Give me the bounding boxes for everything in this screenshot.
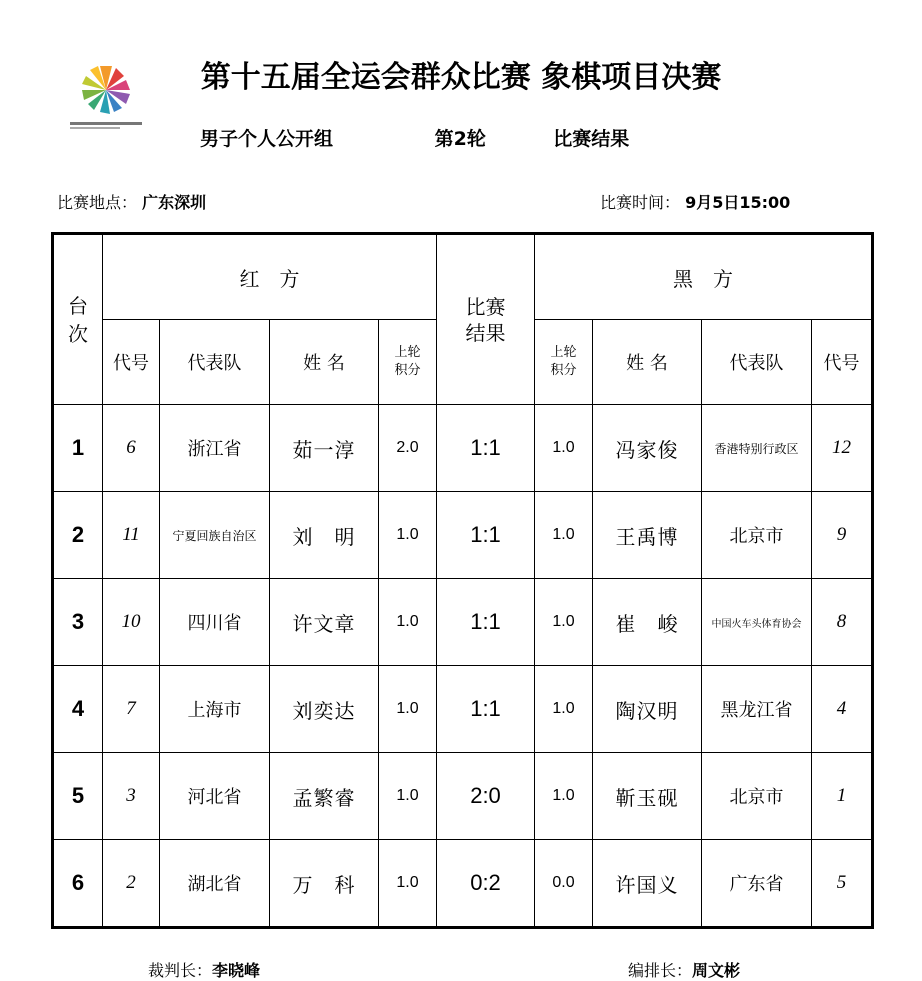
red-code: 11: [103, 492, 160, 579]
red-name: 许文章: [270, 579, 379, 666]
black-name: 许国义: [593, 840, 702, 928]
round-label: 第2轮: [434, 128, 486, 150]
red-team: 河北省: [160, 753, 270, 840]
red-name: 刘奕达: [270, 666, 379, 753]
black-name: 王禹博: [593, 492, 702, 579]
black-name: 冯家俊: [593, 405, 702, 492]
table-row: [53, 753, 873, 840]
table-row: [53, 840, 873, 928]
chief-referee-label: 裁判长：: [148, 961, 213, 980]
red-code: 10: [103, 579, 160, 666]
chief-referee-name: 李晓峰: [212, 961, 261, 980]
red-name-header: 姓 名: [270, 320, 379, 405]
black-code: 9: [812, 492, 873, 579]
black-name: 靳玉砚: [593, 753, 702, 840]
time-value: 9月5日15:00: [685, 193, 791, 212]
table-row: [53, 492, 873, 579]
doc-type-label: 比赛结果: [553, 128, 630, 150]
black-score: 0.0: [535, 840, 593, 928]
black-code: 8: [812, 579, 873, 666]
board-number: 5: [53, 753, 103, 840]
arranger-label: 编排长：: [628, 961, 693, 980]
black-name-header: 姓 名: [593, 320, 702, 405]
table-row: [53, 579, 873, 666]
red-code: 6: [103, 405, 160, 492]
red-team: 上海市: [160, 666, 270, 753]
black-team: 中国火车头体育协会: [702, 579, 812, 666]
red-code: 7: [103, 666, 160, 753]
time-info: [600, 190, 790, 213]
black-name: 崔 峻: [593, 579, 702, 666]
red-prev-score-header: 上轮积分: [379, 320, 437, 405]
black-code: 12: [812, 405, 873, 492]
board-number: 3: [53, 579, 103, 666]
time-label: 比赛时间：: [600, 193, 681, 212]
red-code-header: 代号: [103, 320, 160, 405]
red-score: 1.0: [379, 753, 437, 840]
black-score: 1.0: [535, 753, 593, 840]
red-score: 2.0: [379, 405, 437, 492]
black-team: 香港特别行政区: [702, 405, 812, 492]
black-name: 陶汉明: [593, 666, 702, 753]
red-code: 2: [103, 840, 160, 928]
red-score: 1.0: [379, 492, 437, 579]
venue-value: 广东深圳: [142, 193, 207, 212]
black-team: 广东省: [702, 840, 812, 928]
black-team: 北京市: [702, 753, 812, 840]
black-code: 1: [812, 753, 873, 840]
board-number: 6: [53, 840, 103, 928]
red-team: 湖北省: [160, 840, 270, 928]
black-team: 黑龙江省: [702, 666, 812, 753]
black-prev-score-header: 上轮积分: [535, 320, 593, 405]
black-score: 1.0: [535, 666, 593, 753]
result-header: 比赛结果: [437, 234, 535, 405]
venue-info: [57, 190, 206, 213]
venue-label: 比赛地点：: [57, 193, 138, 212]
black-code: 5: [812, 840, 873, 928]
red-score: 1.0: [379, 579, 437, 666]
table-row: [53, 666, 873, 753]
table-row: [53, 405, 873, 492]
match-result: 1:1: [437, 405, 535, 492]
red-team: 浙江省: [160, 405, 270, 492]
board-header: 台次: [53, 234, 103, 405]
board-number: 2: [53, 492, 103, 579]
chief-referee: [148, 958, 260, 981]
black-score: 1.0: [535, 405, 593, 492]
red-name: 刘 明: [270, 492, 379, 579]
arranger-name: 周文彬: [692, 961, 741, 980]
subtitle: [200, 124, 629, 151]
board-number: 4: [53, 666, 103, 753]
match-result: 1:1: [437, 666, 535, 753]
red-score: 1.0: [379, 666, 437, 753]
red-team: 四川省: [160, 579, 270, 666]
board-number: 1: [53, 405, 103, 492]
match-result: 0:2: [437, 840, 535, 928]
page-title: 第十五届全运会群众比赛 象棋项目决赛: [200, 60, 722, 95]
arranger: [628, 958, 740, 981]
black-header: 黑 方: [535, 234, 873, 320]
red-header: 红 方: [103, 234, 437, 320]
group-label: 男子个人公开组: [200, 128, 334, 150]
red-team: 宁夏回族自治区: [160, 492, 270, 579]
black-code-header: 代号: [812, 320, 873, 405]
red-name: 孟繁睿: [270, 753, 379, 840]
black-team: 北京市: [702, 492, 812, 579]
results-table: [51, 232, 874, 929]
black-score: 1.0: [535, 579, 593, 666]
black-team-header: 代表队: [702, 320, 812, 405]
red-score: 1.0: [379, 840, 437, 928]
match-result: 1:1: [437, 579, 535, 666]
black-code: 4: [812, 666, 873, 753]
match-result: 2:0: [437, 753, 535, 840]
red-team-header: 代表队: [160, 320, 270, 405]
black-score: 1.0: [535, 492, 593, 579]
red-code: 3: [103, 753, 160, 840]
match-result: 1:1: [437, 492, 535, 579]
red-name: 茹一淳: [270, 405, 379, 492]
red-name: 万 科: [270, 840, 379, 928]
